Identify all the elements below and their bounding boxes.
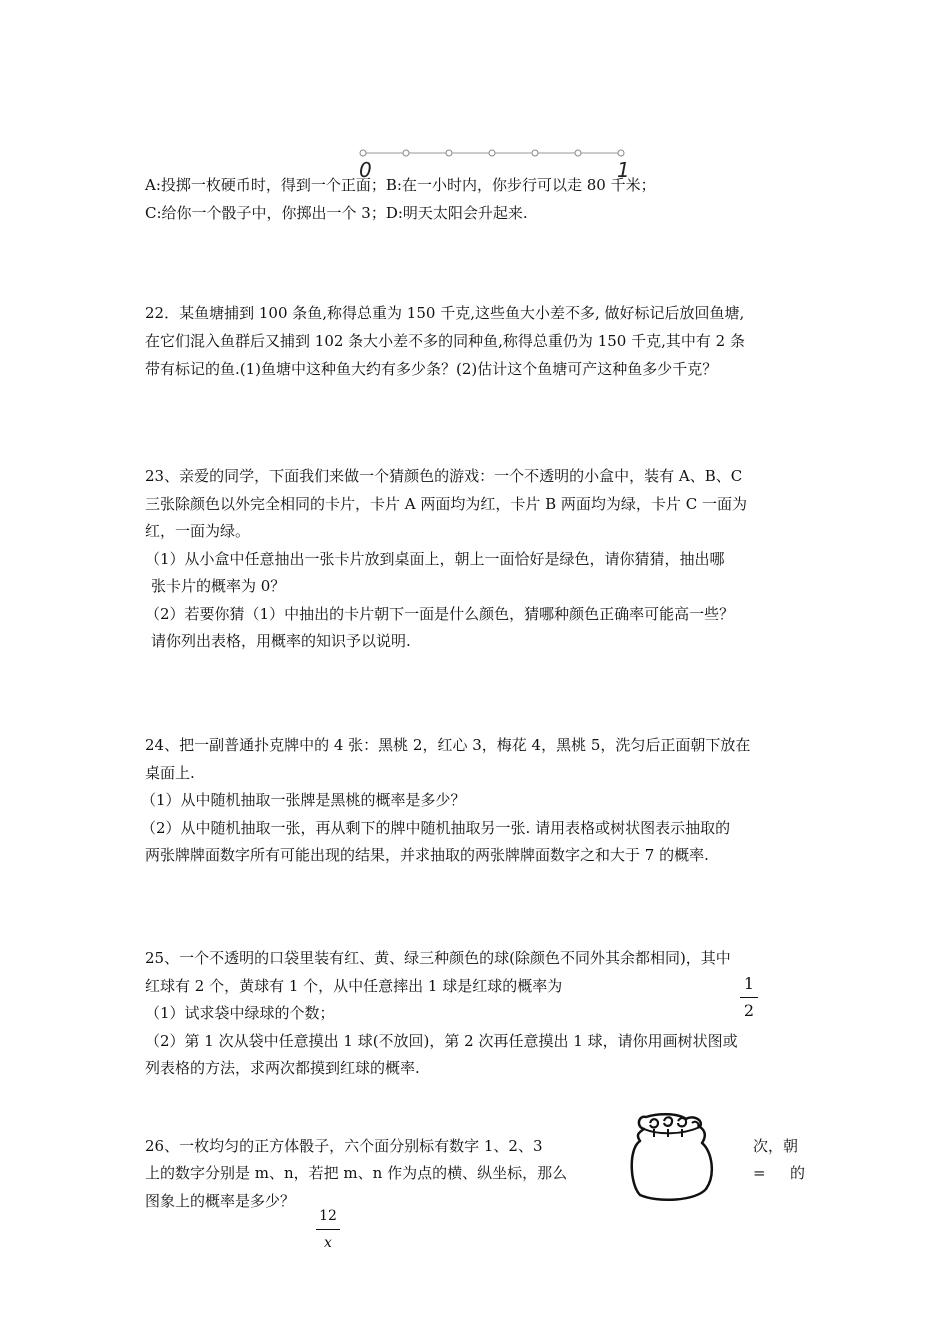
number-line-label-1: 1 <box>617 158 630 182</box>
q26-fraction-denominator: x <box>324 1235 332 1251</box>
number-line-point <box>532 150 538 156</box>
q24-line-4: （2）从中随机抽取一张，再从剩下的牌中随机抽取另一张. 请用表格或树状图表示抽取的 <box>141 819 731 837</box>
q23-line-6: （2）若要你猜（1）中抽出的卡片朝下一面是什么颜色，猜哪种颜色正确率可能高一些？ <box>145 605 735 623</box>
q25-fraction-bar <box>740 997 758 998</box>
q24-line-3: （1）从中随机抽取一张牌是黑桃的概率是多少？ <box>141 791 466 809</box>
number-line-point <box>575 150 581 156</box>
q22-line-2: 在它们混入鱼群后又捕到 102 条大小差不多的同种鱼,称得总重仍为 150 千克,其中有 2 条 <box>145 332 745 350</box>
number-line-point <box>618 150 624 156</box>
q25-line-4: （2）第 1 次从袋中任意摸出 1 球(不放回)，第 2 次再任意摸出 1 球，请你用画树状图或 <box>145 1032 738 1050</box>
q26-line-1-right: 次，朝 <box>753 1137 799 1155</box>
q23-line-2: 三张除颜色以外完全相同的卡片，卡片 A 两面均为红，卡片 B 两面均为绿，卡片 C 一面为 <box>145 495 747 513</box>
q24-line-2: 桌面上. <box>145 764 195 782</box>
q23-line-5: 张卡片的概率为 0？ <box>151 577 286 595</box>
q23-line-4: （1）从小盒中任意抽出一张卡片放到桌面上，朝上一面恰好是绿色，请你猜猜，抽出哪 <box>145 550 725 568</box>
q26-line-2-left: 上的数字分别是 m、n，若把 m、n 作为点的横、纵坐标，那么 <box>145 1164 568 1182</box>
number-line-point <box>489 150 495 156</box>
q23-line-1: 23、亲爱的同学，下面我们来做一个猜颜色的游戏：一个不透明的小盒中，装有 A、B、C <box>145 467 743 485</box>
q24-line-5: 两张牌牌面数字所有可能出现的结果，并求抽取的两张牌牌面数字之和大于 7 的概率. <box>145 846 709 864</box>
q21-options-line-1: A:投掷一枚硬币时，得到一个正面；B:在一小时内，你步行可以走 80 千米； <box>145 176 656 194</box>
q23-line-7: 请你列出表格，用概率的知识予以说明. <box>151 632 411 650</box>
q21-options-line-2: C:给你一个骰子中，你掷出一个 3；D:明天太阳会升起来. <box>145 204 528 222</box>
q25-line-1: 25、一个不透明的口袋里装有红、黄、绿三种颜色的球(除颜色不同外其余都相同)，其中 <box>145 949 731 967</box>
number-line-point <box>360 150 366 156</box>
q25-fraction-denominator: 2 <box>743 1001 755 1020</box>
q26-line-1-left: 26、一枚均匀的正方体骰子，六个面分别标有数字 1、2、3 <box>145 1137 543 1155</box>
q26-fraction-numerator: 12 <box>319 1208 337 1224</box>
q25-fraction <box>740 973 758 1022</box>
q25-line-2: 红球有 2 个，黄球有 1 个，从中任意摔出 1 球是红球的概率为 <box>145 977 563 995</box>
q24-line-1: 24、把一副普通扑克牌中的 4 张：黑桃 2，红心 3，梅花 4，黑桃 5，洗匀后正面朝下放在 <box>145 736 751 754</box>
q26-line-2-equals: = <box>753 1164 766 1182</box>
q26-line-3: 图象上的概率是多少？ <box>145 1192 296 1210</box>
q22-line-3: 带有标记的鱼.(1)鱼塘中这种鱼大约有多少条？(2)估计这个鱼塘可产这种鱼多少千克？ <box>145 360 718 378</box>
bag-icon <box>578 1105 730 1205</box>
q23-line-3: 红，一面为绿。 <box>145 522 251 540</box>
number-line-label-0: 0 <box>359 158 372 182</box>
q25-line-3: （1）试求袋中绿球的个数； <box>145 1004 335 1022</box>
q25-line-5: 列表格的方法，求两次都摸到红球的概率. <box>145 1059 420 1077</box>
q25-fraction-numerator: 1 <box>743 974 755 993</box>
q26-line-2-right: 的 <box>790 1164 806 1182</box>
number-line-point <box>403 150 409 156</box>
number-line-point <box>446 150 452 156</box>
q26-fraction-bar <box>316 1229 340 1230</box>
q26-fraction <box>316 1205 340 1254</box>
q22-line-1: 22．某鱼塘捕到 100 条鱼,称得总重为 150 千克,这些鱼大小差不多, 做好标记后放回鱼塘, <box>145 304 745 322</box>
